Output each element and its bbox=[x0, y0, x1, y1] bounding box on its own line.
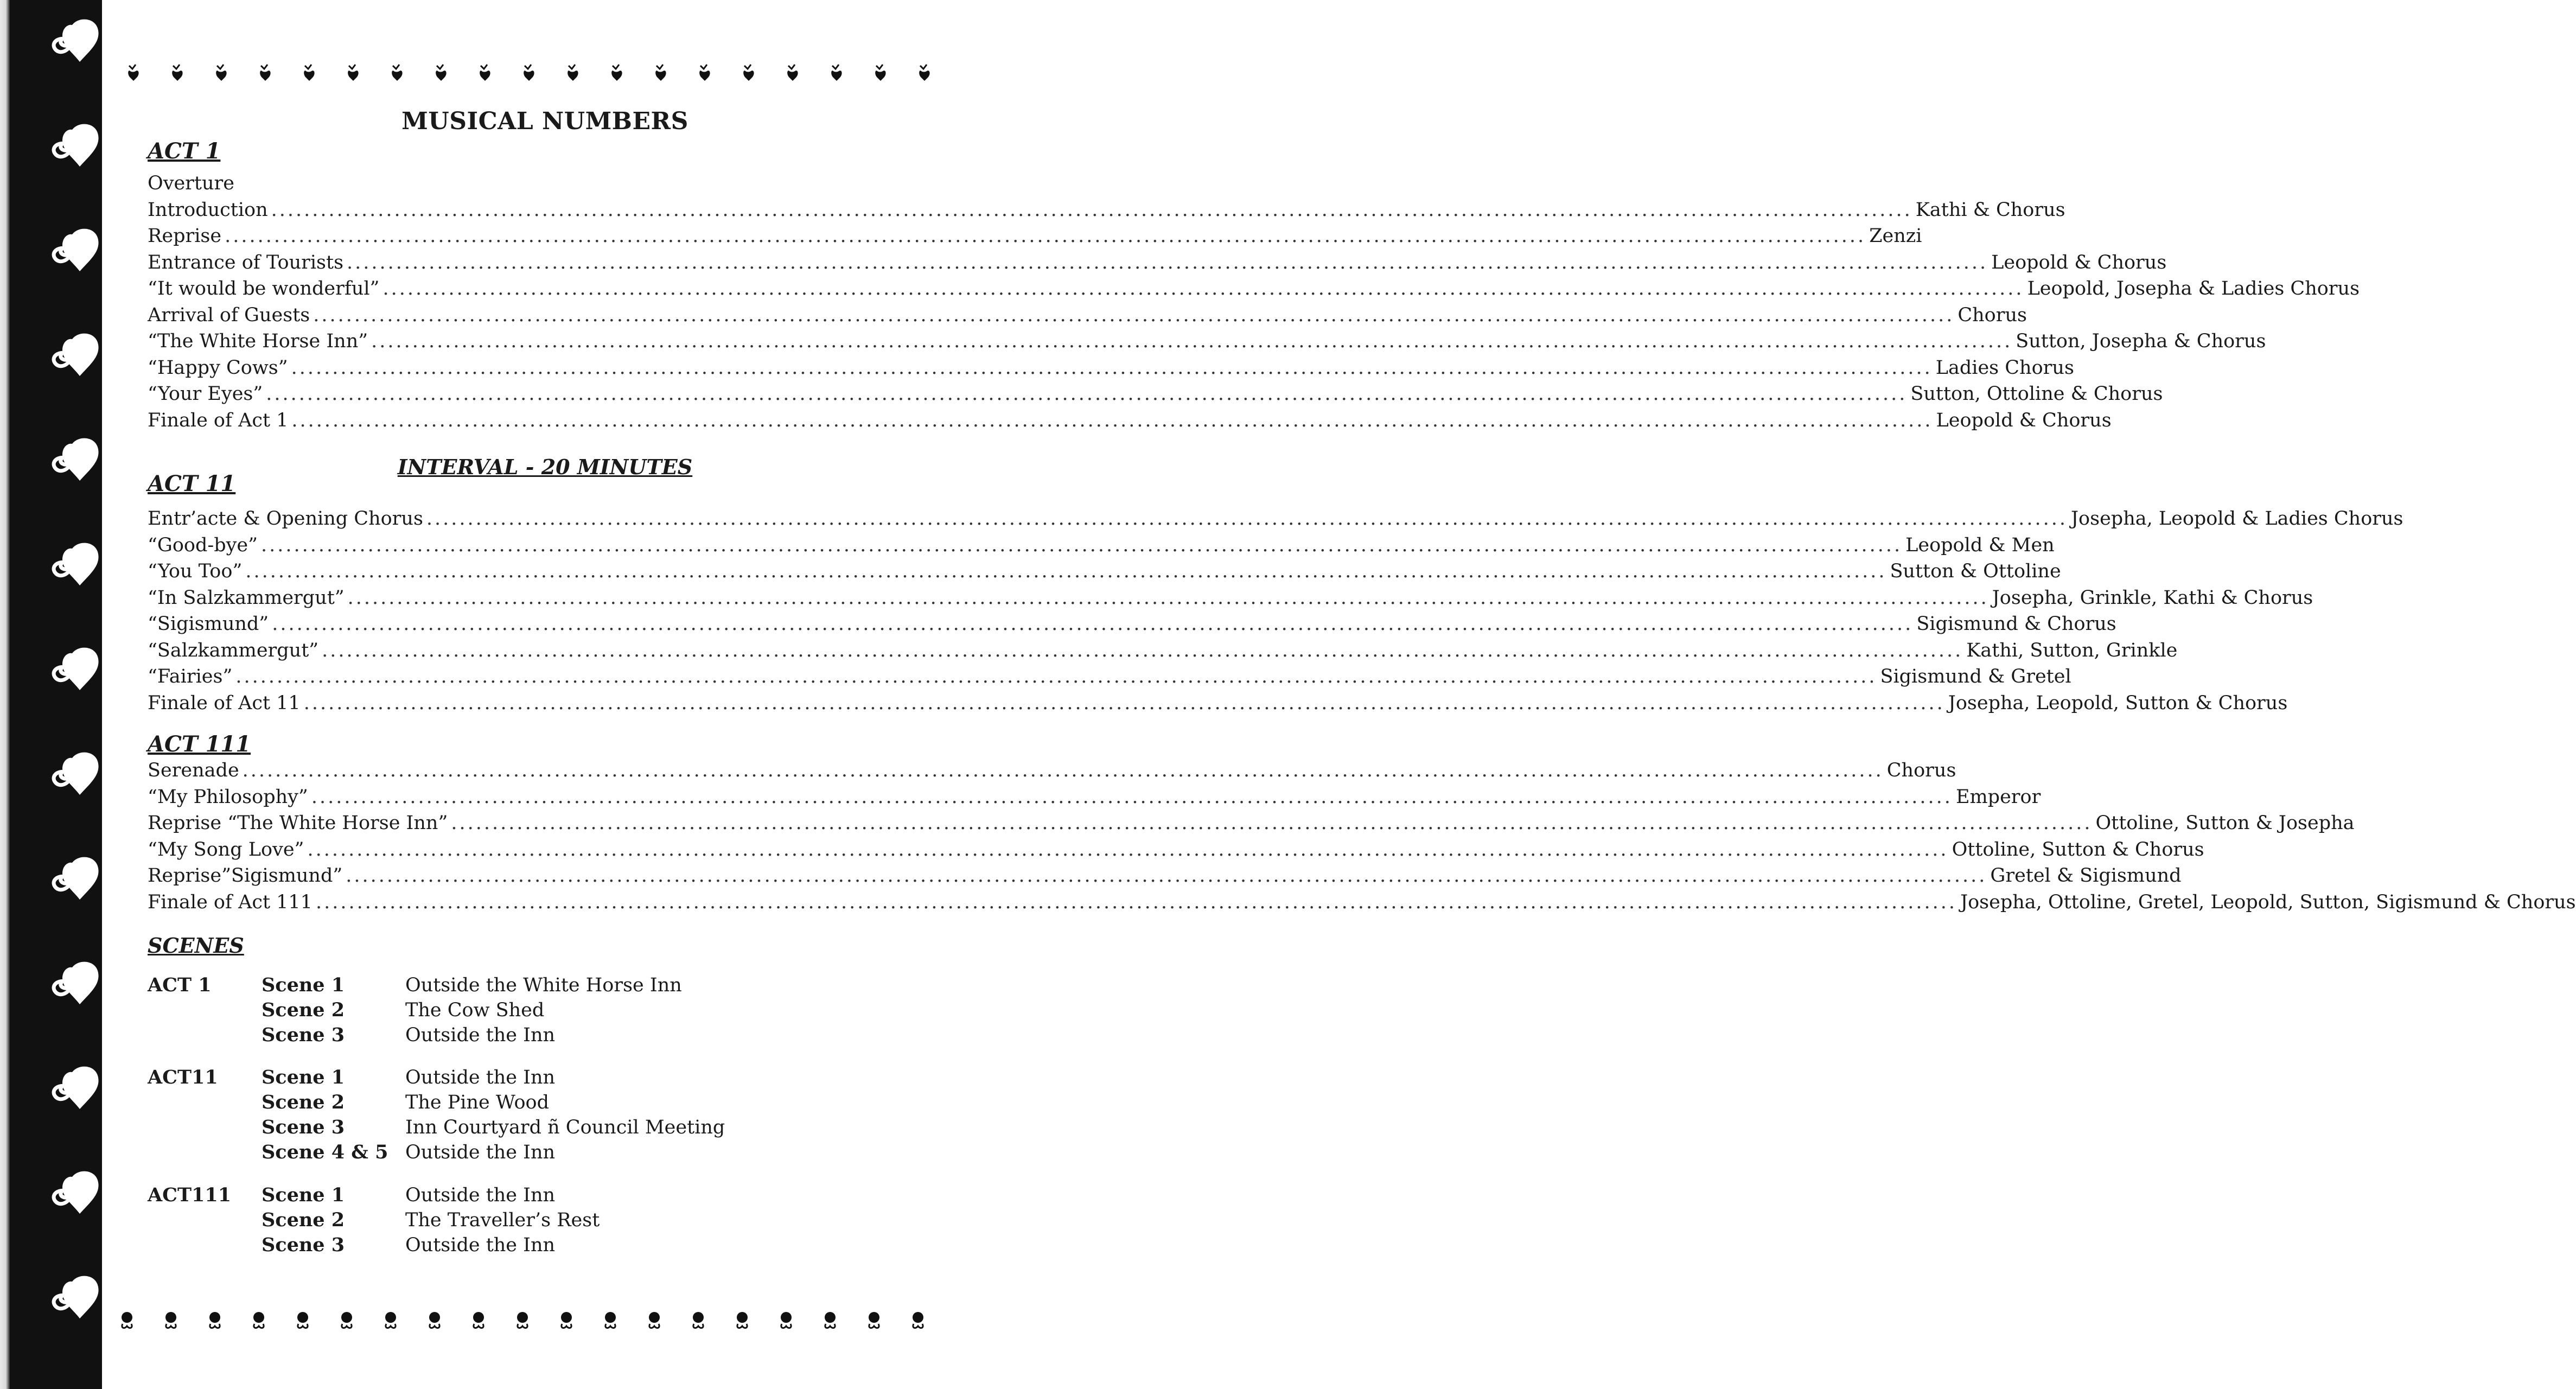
heart-leaf-icon bbox=[913, 1312, 923, 1328]
heart-leaf-icon bbox=[165, 1312, 176, 1328]
number-title: “Sigismund” bbox=[148, 613, 269, 635]
heart-leaf-icon bbox=[611, 65, 622, 81]
heart-leaf-icon bbox=[46, 1167, 106, 1216]
heart-leaf-icon bbox=[473, 1312, 484, 1328]
heart-leaf-icon bbox=[253, 1312, 264, 1328]
number-performers: Emperor bbox=[1955, 786, 2041, 808]
number-performers: Gretel & Sigismund bbox=[1990, 865, 2182, 887]
scene-location: Outside the Inn bbox=[405, 1024, 556, 1046]
scene-row bbox=[148, 1209, 942, 1234]
heart-leaf-icon bbox=[605, 1312, 616, 1328]
dot-leader: ........................................................................................................................................................................................................ bbox=[266, 383, 1908, 405]
musical-number-row bbox=[148, 692, 2288, 719]
number-performers: Leopold & Men bbox=[1905, 534, 2055, 556]
heart-leaf-icon bbox=[737, 1312, 748, 1328]
musical-number-row bbox=[148, 760, 1956, 786]
scene-group bbox=[148, 1066, 942, 1166]
heart-leaf-icon bbox=[385, 1312, 396, 1328]
musical-number-row bbox=[148, 278, 2360, 304]
scene-number: Scene 3 bbox=[262, 1116, 345, 1138]
heart-leaf-icon bbox=[831, 65, 841, 81]
scene-row bbox=[148, 974, 942, 999]
musical-number-row bbox=[148, 838, 2204, 865]
heart-leaf-icon bbox=[46, 643, 106, 692]
heart-leaf-icon bbox=[341, 1312, 352, 1328]
musical-number-row bbox=[148, 225, 1922, 252]
heart-leaf-icon bbox=[128, 65, 138, 81]
number-performers: Leopold, Josepha & Ladies Chorus bbox=[2027, 278, 2360, 300]
number-performers: Sutton, Ottoline & Chorus bbox=[1910, 383, 2163, 405]
scene-row bbox=[148, 999, 942, 1024]
page-edge bbox=[0, 0, 10, 1389]
dot-leader: ........................................................................................................................................................................................................ bbox=[346, 865, 1987, 887]
scene-row bbox=[148, 1234, 942, 1259]
scene-number: Scene 1 bbox=[262, 974, 345, 996]
scene-location: Outside the Inn bbox=[405, 1142, 556, 1163]
heart-leaf-icon bbox=[568, 65, 578, 81]
number-title: “My Philosophy” bbox=[148, 786, 308, 808]
dot-leader: ........................................................................................................................................................................................................ bbox=[291, 409, 1933, 431]
number-title: “The White Horse Inn” bbox=[148, 330, 368, 352]
heart-leaf-icon bbox=[787, 65, 798, 81]
number-performers: Ottoline, Sutton & Chorus bbox=[1952, 838, 2204, 861]
dot-leader: ........................................................................................................................................................................................................ bbox=[242, 760, 1884, 781]
number-title: “In Salzkammergut” bbox=[148, 587, 345, 609]
number-title: Introduction bbox=[148, 199, 268, 221]
heart-leaf-icon bbox=[46, 1272, 106, 1321]
scene-location: Outside the Inn bbox=[405, 1067, 556, 1088]
dot-leader: ........................................................................................................................................................................................................ bbox=[313, 304, 1955, 326]
scene-number: Scene 4 & 5 bbox=[262, 1141, 388, 1163]
number-performers: Josepha, Leopold & Ladies Chorus bbox=[2071, 508, 2403, 530]
dot-leader: ........................................................................................................................................................................................................ bbox=[347, 251, 1988, 273]
scene-row bbox=[148, 1116, 942, 1141]
number-performers: Sutton, Josepha & Chorus bbox=[2016, 330, 2266, 352]
heart-leaf-icon bbox=[46, 120, 106, 169]
musical-number-row bbox=[148, 639, 2178, 666]
scene-location: The Cow Shed bbox=[405, 999, 545, 1021]
number-title: “Your Eyes” bbox=[148, 383, 263, 405]
number-performers: Ottoline, Sutton & Josepha bbox=[2095, 812, 2355, 834]
number-title: Finale of Act 111 bbox=[148, 891, 313, 913]
heart-leaf-icon bbox=[919, 65, 929, 81]
heart-leaf-icon bbox=[392, 65, 402, 81]
scene-number: Scene 2 bbox=[262, 1091, 345, 1113]
scene-row bbox=[148, 1024, 942, 1049]
dot-leader: ........................................................................................................................................................................................................ bbox=[371, 330, 2013, 352]
heart-leaf-icon bbox=[649, 1312, 660, 1328]
dot-leader: ........................................................................................................................................................................................................ bbox=[225, 225, 1866, 247]
number-title: “Happy Cows” bbox=[148, 356, 288, 379]
scene-act: ACT 1 bbox=[148, 974, 212, 996]
heart-leaf-icon bbox=[46, 748, 106, 797]
heart-leaf-icon bbox=[172, 65, 182, 81]
number-title: Arrival of Guests bbox=[148, 304, 310, 326]
musical-number-row bbox=[148, 666, 2071, 692]
dot-leader: ........................................................................................................................................................................................................ bbox=[271, 199, 1912, 221]
number-title: “You Too” bbox=[148, 560, 243, 582]
act2-list bbox=[148, 508, 2403, 718]
number-performers: Josepha, Ottoline, Gretel, Leopold, Sutton, Sigismund & Chorus bbox=[1960, 891, 2576, 913]
musical-number-row bbox=[148, 613, 2116, 640]
number-performers: Kathi & Chorus bbox=[1915, 199, 2065, 221]
heart-leaf-icon bbox=[46, 958, 106, 1006]
heart-leaf-icon bbox=[122, 1312, 132, 1328]
musical-number-row bbox=[148, 356, 2074, 384]
number-performers: Sigismund & Gretel bbox=[1880, 666, 2071, 687]
musical-number-row bbox=[148, 199, 2065, 226]
number-performers: Leopold & Chorus bbox=[1991, 251, 2167, 273]
scene-location: The Traveller’s Rest bbox=[405, 1209, 600, 1231]
act1-list bbox=[148, 173, 2360, 436]
scene-location: Outside the White Horse Inn bbox=[405, 974, 682, 996]
page-title: MUSICAL NUMBERS bbox=[401, 107, 688, 135]
number-performers: Zenzi bbox=[1869, 225, 1922, 247]
scene-number: Scene 1 bbox=[262, 1184, 345, 1206]
dot-leader: ........................................................................................................................................................................................................ bbox=[426, 508, 2068, 530]
heart-leaf-icon bbox=[304, 65, 314, 81]
heart-leaf-icon bbox=[46, 225, 106, 273]
musical-number-row bbox=[148, 383, 2163, 410]
musical-number-row bbox=[148, 560, 2061, 587]
dot-leader: ........................................................................................................................................................................................................ bbox=[235, 666, 1877, 687]
heart-leaf-icon bbox=[517, 1312, 528, 1328]
heart-leaf-icon bbox=[875, 65, 885, 81]
heart-leaf-icon bbox=[348, 65, 358, 81]
musical-number-row bbox=[148, 587, 2313, 614]
heart-leaf-icon bbox=[46, 329, 106, 378]
act3-heading: ACT 111 bbox=[148, 731, 251, 757]
dot-leader: ........................................................................................................................................................................................................ bbox=[261, 534, 1903, 556]
musical-number-row bbox=[148, 173, 942, 199]
scene-number: Scene 3 bbox=[262, 1024, 345, 1046]
musical-number-row bbox=[148, 304, 2027, 331]
decorative-sidebar bbox=[0, 0, 102, 1389]
act1-heading: ACT 1 bbox=[148, 138, 221, 164]
scene-number: Scene 2 bbox=[262, 1209, 345, 1231]
musical-number-row bbox=[148, 786, 2041, 813]
heart-leaf-icon bbox=[429, 1312, 440, 1328]
scene-group bbox=[148, 1184, 942, 1259]
heart-leaf-icon bbox=[480, 65, 490, 81]
number-title: “It would be wonderful” bbox=[148, 278, 380, 300]
bottom-ornament-row bbox=[119, 1309, 944, 1330]
number-performers: Kathi, Sutton, Grinkle bbox=[1966, 639, 2178, 661]
number-performers: Leopold & Chorus bbox=[1936, 409, 2112, 431]
scene-row bbox=[148, 1141, 942, 1166]
number-title: Entr’acte & Opening Chorus bbox=[148, 508, 423, 530]
heart-leaf-icon bbox=[260, 65, 270, 81]
musical-number-row bbox=[148, 251, 2167, 278]
top-ornament-row bbox=[119, 61, 944, 83]
heart-leaf-icon bbox=[46, 1062, 106, 1111]
scene-act: ACT11 bbox=[148, 1066, 218, 1088]
number-performers: Sutton & Ottoline bbox=[1890, 560, 2061, 582]
musical-number-row bbox=[148, 865, 2182, 891]
musical-number-row bbox=[148, 330, 2266, 357]
number-performers: Chorus bbox=[1886, 760, 1956, 781]
heart-leaf-icon bbox=[825, 1312, 836, 1328]
scene-location: The Pine Wood bbox=[405, 1092, 549, 1113]
scene-group bbox=[148, 974, 942, 1049]
dot-leader: ........................................................................................................................................................................................................ bbox=[347, 587, 1989, 609]
heart-leaf-icon bbox=[46, 434, 106, 483]
number-title: “Fairies” bbox=[148, 666, 233, 687]
dot-leader: ........................................................................................................................................................................................................ bbox=[311, 786, 1953, 808]
interval-heading: INTERVAL - 20 MINUTES bbox=[397, 455, 693, 479]
musical-number-row bbox=[148, 891, 2576, 918]
heart-leaf-icon bbox=[743, 65, 754, 81]
number-title: Finale of Act 1 bbox=[148, 409, 289, 431]
number-title: Serenade bbox=[148, 760, 239, 781]
heart-leaf-icon bbox=[693, 1312, 704, 1328]
musical-number-row bbox=[148, 508, 2403, 534]
number-title: Entrance of Tourists bbox=[148, 251, 344, 273]
dot-leader: ........................................................................................................................................................................................................ bbox=[291, 356, 1933, 379]
dot-leader: ........................................................................................................................................................................................................ bbox=[245, 560, 1887, 582]
number-title: Reprise”Sigismund” bbox=[148, 865, 343, 887]
number-title: Reprise bbox=[148, 225, 222, 247]
heart-leaf-icon bbox=[699, 65, 710, 81]
heart-leaf-icon bbox=[436, 65, 446, 81]
musical-number-row bbox=[148, 534, 2055, 561]
scene-location: Outside the Inn bbox=[405, 1234, 556, 1256]
dot-leader: ........................................................................................................................................................................................................ bbox=[315, 891, 1957, 913]
number-performers: Sigismund & Chorus bbox=[1916, 613, 2116, 635]
scene-location: Inn Courtyard ñ Council Meeting bbox=[405, 1117, 725, 1138]
number-performers: Josepha, Grinkle, Kathi & Chorus bbox=[1992, 587, 2313, 609]
scene-number: Scene 1 bbox=[262, 1066, 345, 1088]
musical-number-row bbox=[148, 812, 2355, 839]
scenes-heading: SCENES bbox=[148, 933, 244, 958]
number-title: “Salzkammergut” bbox=[148, 639, 319, 661]
dot-leader: ........................................................................................................................................................................................................ bbox=[272, 613, 1914, 635]
dot-leader: ........................................................................................................................................................................................................ bbox=[322, 639, 1963, 661]
dot-leader: ........................................................................................................................................................................................................ bbox=[303, 692, 1945, 714]
scene-act: ACT111 bbox=[148, 1184, 232, 1206]
dot-leader: ........................................................................................................................................................................................................ bbox=[307, 838, 1949, 861]
heart-leaf-icon bbox=[209, 1312, 220, 1328]
act2-heading: ACT 11 bbox=[148, 471, 236, 496]
act3-list bbox=[148, 760, 2576, 917]
heart-leaf-icon bbox=[216, 65, 226, 81]
heart-leaf-icon bbox=[524, 65, 534, 81]
heart-leaf-icon bbox=[46, 539, 106, 588]
scene-row bbox=[148, 1184, 942, 1209]
number-title: “Good-bye” bbox=[148, 534, 258, 556]
heart-leaf-icon bbox=[297, 1312, 308, 1328]
number-performers: Josepha, Leopold, Sutton & Chorus bbox=[1948, 692, 2288, 714]
number-performers: Ladies Chorus bbox=[1935, 356, 2074, 379]
scene-row bbox=[148, 1066, 942, 1091]
dot-leader: ........................................................................................................................................................................................................ bbox=[382, 278, 2024, 300]
heart-leaf-icon bbox=[869, 1312, 879, 1328]
scene-number: Scene 3 bbox=[262, 1234, 345, 1256]
heart-leaf-icon bbox=[46, 853, 106, 902]
heart-leaf-icon bbox=[46, 15, 106, 64]
scene-row bbox=[148, 1091, 942, 1116]
scene-number: Scene 2 bbox=[262, 999, 345, 1021]
number-performers: Chorus bbox=[1957, 304, 2027, 326]
heart-leaf-icon bbox=[781, 1312, 792, 1328]
heart-leaf-icon bbox=[561, 1312, 572, 1328]
number-title: Reprise “The White Horse Inn” bbox=[148, 812, 448, 834]
dot-leader: ........................................................................................................................................................................................................ bbox=[451, 812, 2093, 834]
number-title: Finale of Act 11 bbox=[148, 692, 301, 714]
heart-leaf-icon bbox=[655, 65, 666, 81]
number-title: “My Song Love” bbox=[148, 838, 304, 861]
scene-location: Outside the Inn bbox=[405, 1184, 556, 1206]
number-title: Overture bbox=[148, 173, 234, 194]
musical-number-row bbox=[148, 409, 2112, 436]
